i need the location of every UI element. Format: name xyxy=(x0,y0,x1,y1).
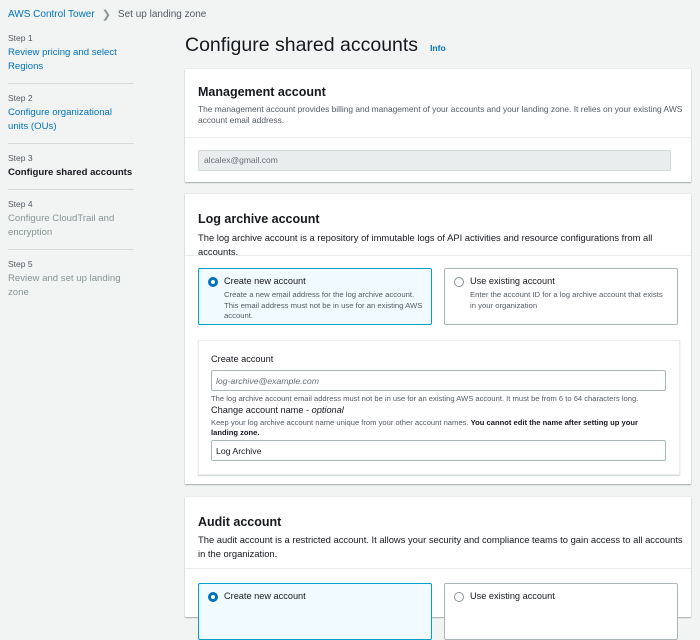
log-archive-account-panel xyxy=(185,194,691,484)
log-archive-email-input[interactable] xyxy=(211,370,666,391)
panel-description: The audit account is a restricted account. It allows your security and compliance teams to gain access to all accounts in the organization. xyxy=(198,534,683,559)
step-link-configure-ous[interactable]: Configure organizational units (OUs) xyxy=(8,107,112,132)
wizard-step-4 xyxy=(8,199,134,250)
tile-label: Use existing account xyxy=(470,276,555,286)
audit-account-panel xyxy=(185,497,691,617)
divider xyxy=(185,255,691,256)
step-link-review-pricing[interactable]: Review pricing and select Regions xyxy=(8,47,117,72)
tile-label: Create new account xyxy=(224,591,306,601)
create-account-label: Create account xyxy=(211,354,274,364)
step-disabled-cloudtrail: Configure CloudTrail and encryption xyxy=(8,213,115,238)
wizard-step-1 xyxy=(8,33,134,84)
wizard-step-2 xyxy=(8,93,134,144)
panel-description: The management account provides billing and management of your accounts and your landing zone. It relies on your existing AWS account email address. xyxy=(198,104,683,125)
name-hint-text: Keep your log archive account name unique from your other account names. xyxy=(211,418,469,427)
breadcrumb-link-control-tower[interactable]: AWS Control Tower xyxy=(8,9,95,20)
radio-unselected-icon[interactable] xyxy=(454,592,464,602)
page-title-row xyxy=(185,34,446,57)
step-number: Step 2 xyxy=(8,93,33,103)
change-name-label: Change account name - optional xyxy=(211,405,344,415)
change-name-label-text: Change account name xyxy=(211,405,304,415)
tile-description: Create a new email address for the log archive account. This email address must not be in use for an existing AWS account. xyxy=(224,290,423,320)
chevron-right-icon: ❯ xyxy=(101,9,111,21)
name-hint xyxy=(211,418,661,438)
wizard-step-3 xyxy=(8,153,134,190)
step-number: Step 3 xyxy=(8,153,33,163)
info-link[interactable]: Info xyxy=(430,43,446,53)
email-hint: The log archive account email address must not be in use for an existing AWS account. It must be from 6 to 64 characters long. xyxy=(211,394,639,403)
step-number: Step 5 xyxy=(8,259,33,269)
tile-label: Use existing account xyxy=(470,591,555,601)
step-current-shared-accounts: Configure shared accounts xyxy=(8,167,133,178)
wizard-step-5 xyxy=(8,259,134,309)
page-title: Configure shared accounts xyxy=(185,34,419,56)
radio-unselected-icon[interactable] xyxy=(454,277,464,287)
panel-title: Management account xyxy=(198,85,326,99)
radio-selected-icon[interactable] xyxy=(208,277,218,287)
management-account-panel xyxy=(185,69,691,182)
log-archive-create-new-tile[interactable] xyxy=(198,268,432,325)
management-email-readonly: alcalex@gmail.com xyxy=(198,150,671,171)
log-archive-name-input[interactable] xyxy=(211,440,666,461)
breadcrumb-current: Set up landing zone xyxy=(117,9,207,20)
create-account-form xyxy=(198,340,680,475)
wizard-steps xyxy=(8,33,134,318)
audit-create-new-tile[interactable] xyxy=(198,583,432,640)
divider xyxy=(185,568,691,569)
panel-description: The log archive account is a repository of immutable logs of API activities and resource configurations from all accounts. xyxy=(198,232,653,257)
optional-tag: optional xyxy=(311,405,344,415)
name-hint-warning: You cannot edit the name after setting up your landing zone. xyxy=(211,418,638,437)
step-number: Step 1 xyxy=(8,33,33,43)
panel-title: Log archive account xyxy=(198,212,320,226)
breadcrumb xyxy=(8,8,206,21)
step-disabled-review: Review and set up landing zone xyxy=(8,273,121,298)
divider xyxy=(185,137,691,138)
step-number: Step 4 xyxy=(8,199,33,209)
tile-description: Enter the account ID for a log archive account that exists in your organization xyxy=(470,290,663,310)
log-archive-use-existing-tile[interactable] xyxy=(444,268,678,325)
radio-selected-icon[interactable] xyxy=(208,592,218,602)
tile-label: Create new account xyxy=(224,276,306,286)
panel-title: Audit account xyxy=(198,515,282,529)
audit-use-existing-tile[interactable] xyxy=(444,583,678,640)
